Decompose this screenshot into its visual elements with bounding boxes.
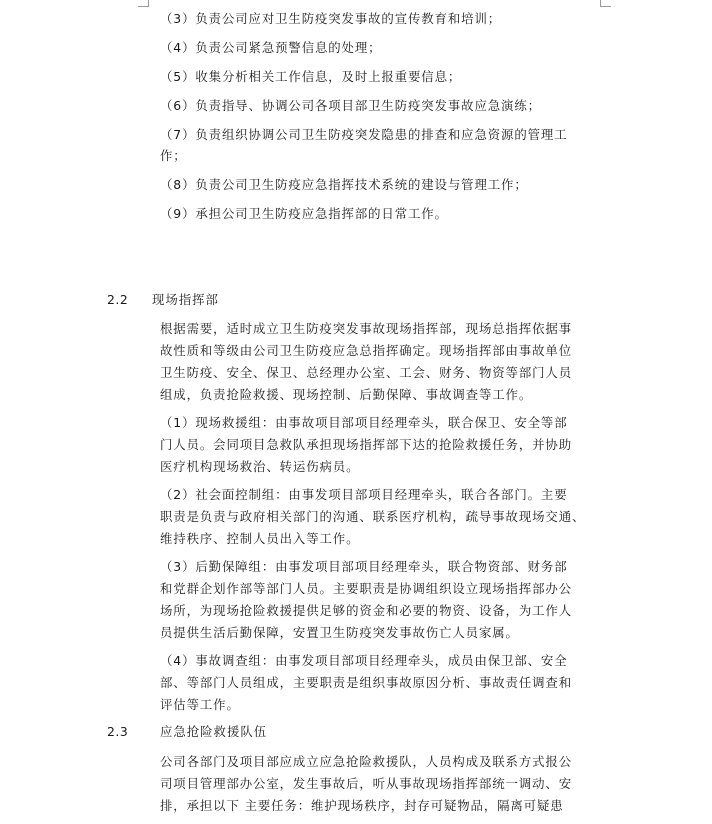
page-corner-mark [138, 0, 149, 7]
paragraph-line: 卫生防疫、安全、保卫、总经理办公室、工会、财务、物资等部门人员 [160, 365, 573, 380]
paragraph-line: 根据需要，适时成立卫生防疫突发事故现场指挥部，现场总指挥依据事 [160, 321, 573, 336]
paragraph-line: （3）后勤保障组：由事发项目部项目经理牵头，联合物资部、财务部 [160, 559, 568, 574]
paragraph-line: 医疗机构现场救治、转运伤病员。 [160, 459, 360, 474]
paragraph-line: 公司各部门及项目部应成立应急抢险救援队，人员构成及联系方式报公 [160, 754, 573, 769]
paragraph-line: （1）现场救援组：由事故项目部项目经理牵头，联合保卫、安全等部 [160, 415, 568, 430]
list-item: （6）负责指导、协调公司各项目部卫生防疫突发事故应急演练； [160, 98, 541, 113]
paragraph-line: 门人员。会同项目急救队承担现场指挥部下达的抢险救援任务，并协助 [160, 437, 573, 452]
paragraph-line: 排，承担以下 主要任务：维护现场秩序，封存可疑物品，隔离可疑患 [160, 798, 564, 813]
paragraph-line: 司项目管理部办公室，发生事故后，听从事故现场指挥部统一调动、安 [160, 776, 573, 791]
section-number: 2.3 [107, 724, 129, 739]
paragraph-line: 组成，负责抢险救援、现场控制、后勤保障、事故调查等工作。 [160, 387, 533, 402]
paragraph-line: 和党群企划作部等部门人员。主要职责是协调组织设立现场指挥部办公 [160, 581, 573, 596]
section-title: 现场指挥部 [152, 292, 219, 307]
paragraph-line: 评估等工作。 [160, 697, 240, 712]
paragraph-line: （2）社会面控制组：由事发项目部项目经理牵头，联合各部门。主要 [160, 487, 568, 502]
paragraph-line: 部、等部门人员组成，主要职责是组织事故原因分析、事故责任调查和 [160, 675, 573, 690]
list-item: （9）承担公司卫生防疫应急指挥部的日常工作。 [160, 206, 448, 221]
paragraph-line: 员提供生活后勤保障，安置卫生防疫突发事故伤亡人员家属。 [160, 625, 519, 640]
paragraph-line: 故性质和等级由公司卫生防疫应急总指挥确定。现场指挥部由事故单位 [160, 343, 573, 358]
list-item: （8）负责公司卫生防疫应急指挥技术系统的建设与管理工作； [160, 177, 528, 192]
list-item: （5）收集分析相关工作信息，及时上报重要信息； [160, 69, 462, 84]
paragraph-line: 职责是负责与政府相关部门的沟通、联系医疗机构，疏导事故现场交通、 [160, 509, 586, 524]
list-item-continuation: 作； [160, 148, 187, 163]
section-title: 应急抢险救援队伍 [160, 724, 268, 739]
paragraph-line: （4）事故调查组：由事发项目部项目经理牵头，成员由保卫部、安全 [160, 653, 568, 668]
paragraph-line: 维持秩序、控制人员出入等工作。 [160, 531, 360, 546]
page-corner-mark [600, 0, 611, 7]
list-item: （3）负责公司应对卫生防疫突发事故的宣传教育和培训； [160, 11, 502, 26]
list-item: （7）负责组织协调公司卫生防疫突发隐患的排查和应急资源的管理工 [160, 127, 568, 142]
section-number: 2.2 [107, 292, 129, 307]
paragraph-line: 场所，为现场抢险救援提供足够的资金和必要的物资、设备，为工作人 [160, 603, 573, 618]
list-item: （4）负责公司紧急预警信息的处理； [160, 40, 382, 55]
